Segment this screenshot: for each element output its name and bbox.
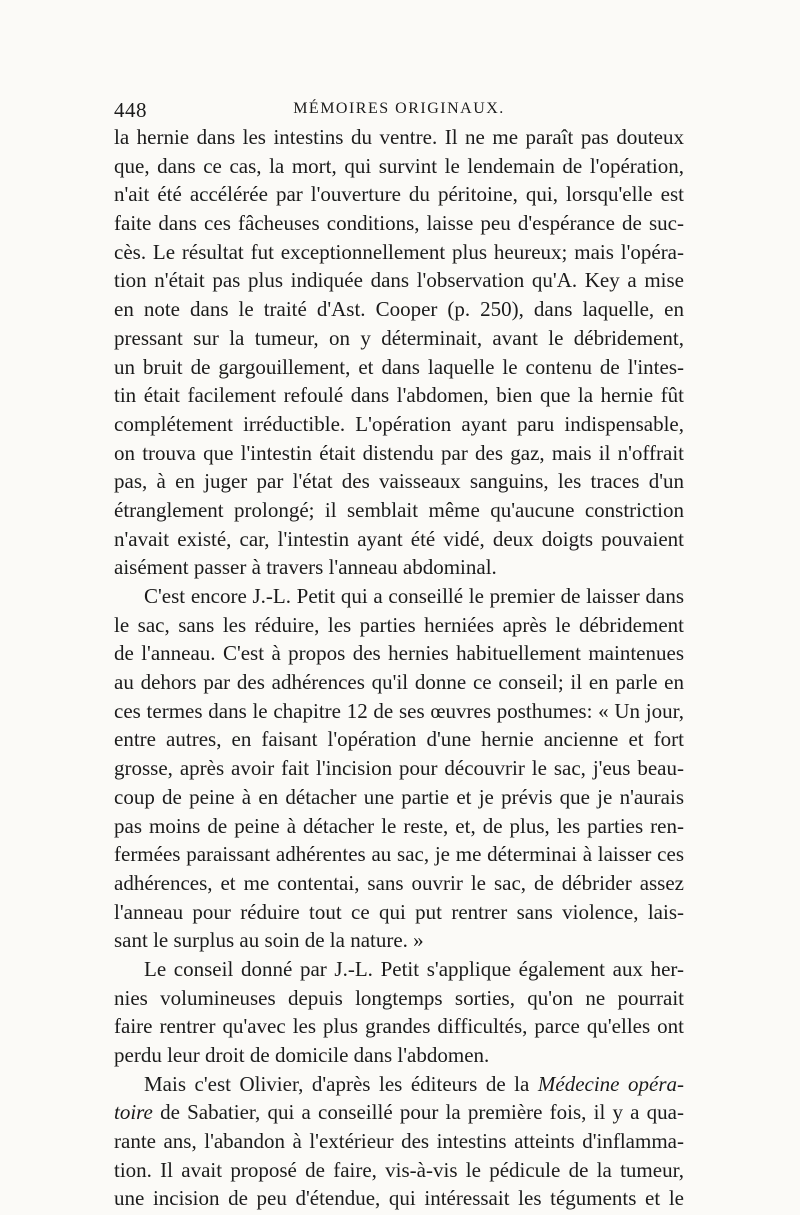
text-line: C'est encore J.-L. Petit qui a conseillé le premier de laisser dans <box>144 584 684 608</box>
text-line: ces termes dans le chapitre 12 de ses œuvres posthumes: « Un jour, <box>114 698 684 723</box>
text-line: complétement irréductible. L'opération ayant paru indispensable, <box>114 411 684 436</box>
text-line: pas moins de peine à détacher le reste, et, de plus, les parties ren- <box>114 813 684 838</box>
text-line: adhérences, et me contentai, sans ouvrir le sac, de débrider assez <box>114 870 684 895</box>
text-line: cès. Le résultat fut exceptionnellement plus heureux; mais l'opéra- <box>114 239 684 264</box>
text-line: étranglement prolongé; il semblait même qu'aucune constriction <box>114 497 684 522</box>
book-title-italic: Médecine opéra- <box>537 1071 684 1096</box>
book-title-italic: toire <box>114 1100 153 1125</box>
text-line: grosse, après avoir fait l'incision pour découvrir le sac, j'eus beau- <box>114 756 684 781</box>
text-line: un bruit de gargouillement, et dans laquelle le contenu de l'intes- <box>114 354 684 379</box>
text-line: pressant sur la tumeur, on y déterminait, avant le débridement, <box>114 325 684 350</box>
text-line: aisément passer à travers l'anneau abdominal. <box>114 555 497 580</box>
text-line: tion. Il avait proposé de faire, vis-à-vis le pédicule de la tumeur, <box>114 1157 684 1182</box>
page-number: 448 <box>114 98 147 122</box>
text-line: n'ait été accélérée par l'ouverture du péritoine, qui, lorsqu'elle est <box>114 182 684 207</box>
page-header <box>114 98 684 122</box>
text-line: sant le surplus au soin de la nature. » <box>114 928 424 953</box>
text-line: entre autres, en faisant l'opération d'une hernie ancienne et fort <box>114 727 684 752</box>
text-line: tion n'était pas plus indiquée dans l'observation qu'A. Key a mise <box>114 268 684 293</box>
text-line: coup de peine à en détacher une partie et je prévis que je n'aurais <box>114 784 684 809</box>
text-line <box>114 1070 684 1099</box>
text-line: rante ans, l'abandon à l'extérieur des intestins atteints d'inflamma- <box>114 1129 684 1154</box>
text-line: n'avait existé, car, l'intestin ayant été vidé, deux doigts pouvaient <box>114 526 684 551</box>
text-line: de l'anneau. C'est à propos des hernies habituellement maintenues <box>114 641 684 666</box>
text-line: nies volumineuses depuis longtemps sorties, qu'on ne pourrait <box>114 985 684 1010</box>
text-line: au dehors par des adhérences qu'il donne ce conseil; il en parle en <box>114 670 684 695</box>
text-line: tin était facilement refoulé dans l'abdomen, bien que la hernie fût <box>114 383 684 408</box>
text-line: pas, à en juger par l'état des vaisseaux sanguins, les traces d'un <box>114 469 684 494</box>
text-line: le sac, sans les réduire, les parties herniées après le débridement <box>114 612 684 637</box>
text-line: fermées paraissant adhérentes au sac, je me déterminai à laisser ces <box>114 842 684 867</box>
text-line: faire rentrer qu'avec les plus grandes difficultés, parce qu'elles ont <box>114 1014 684 1039</box>
text-segment: Mais c'est Olivier, d'après les éditeurs de la <box>144 1071 538 1096</box>
text-line: Le conseil donné par J.-L. Petit s'applique également aux her- <box>144 956 684 981</box>
text-line: que, dans ce cas, la mort, qui survint le lendemain de l'opération, <box>114 153 684 178</box>
body-text <box>114 123 684 1213</box>
text-line: en note dans le traité d'Ast. Cooper (p. 250), dans laquelle, en <box>114 297 684 322</box>
text-line: l'anneau pour réduire tout ce qui put rentrer sans violence, lais- <box>114 899 684 924</box>
running-title: MÉMOIRES ORIGINAUX. <box>293 100 505 117</box>
text-segment: de Sabatier, qui a conseillé pour la première fois, il y a qua- <box>152 1100 684 1125</box>
text-line: une incision de peu d'étendue, qui intéressait les téguments et le <box>114 1186 684 1211</box>
text-line: la hernie dans les intestins du ventre. Il ne me paraît pas douteux <box>114 125 684 149</box>
text-line: perdu leur droit de domicile dans l'abdomen. <box>114 1043 490 1067</box>
text-line: faite dans ces fâcheuses conditions, laisse peu d'espérance de suc- <box>114 211 684 236</box>
text-line: on trouva que l'intestin était distendu par des gaz, mais il n'offrait <box>114 440 684 465</box>
text-line <box>114 1098 684 1127</box>
